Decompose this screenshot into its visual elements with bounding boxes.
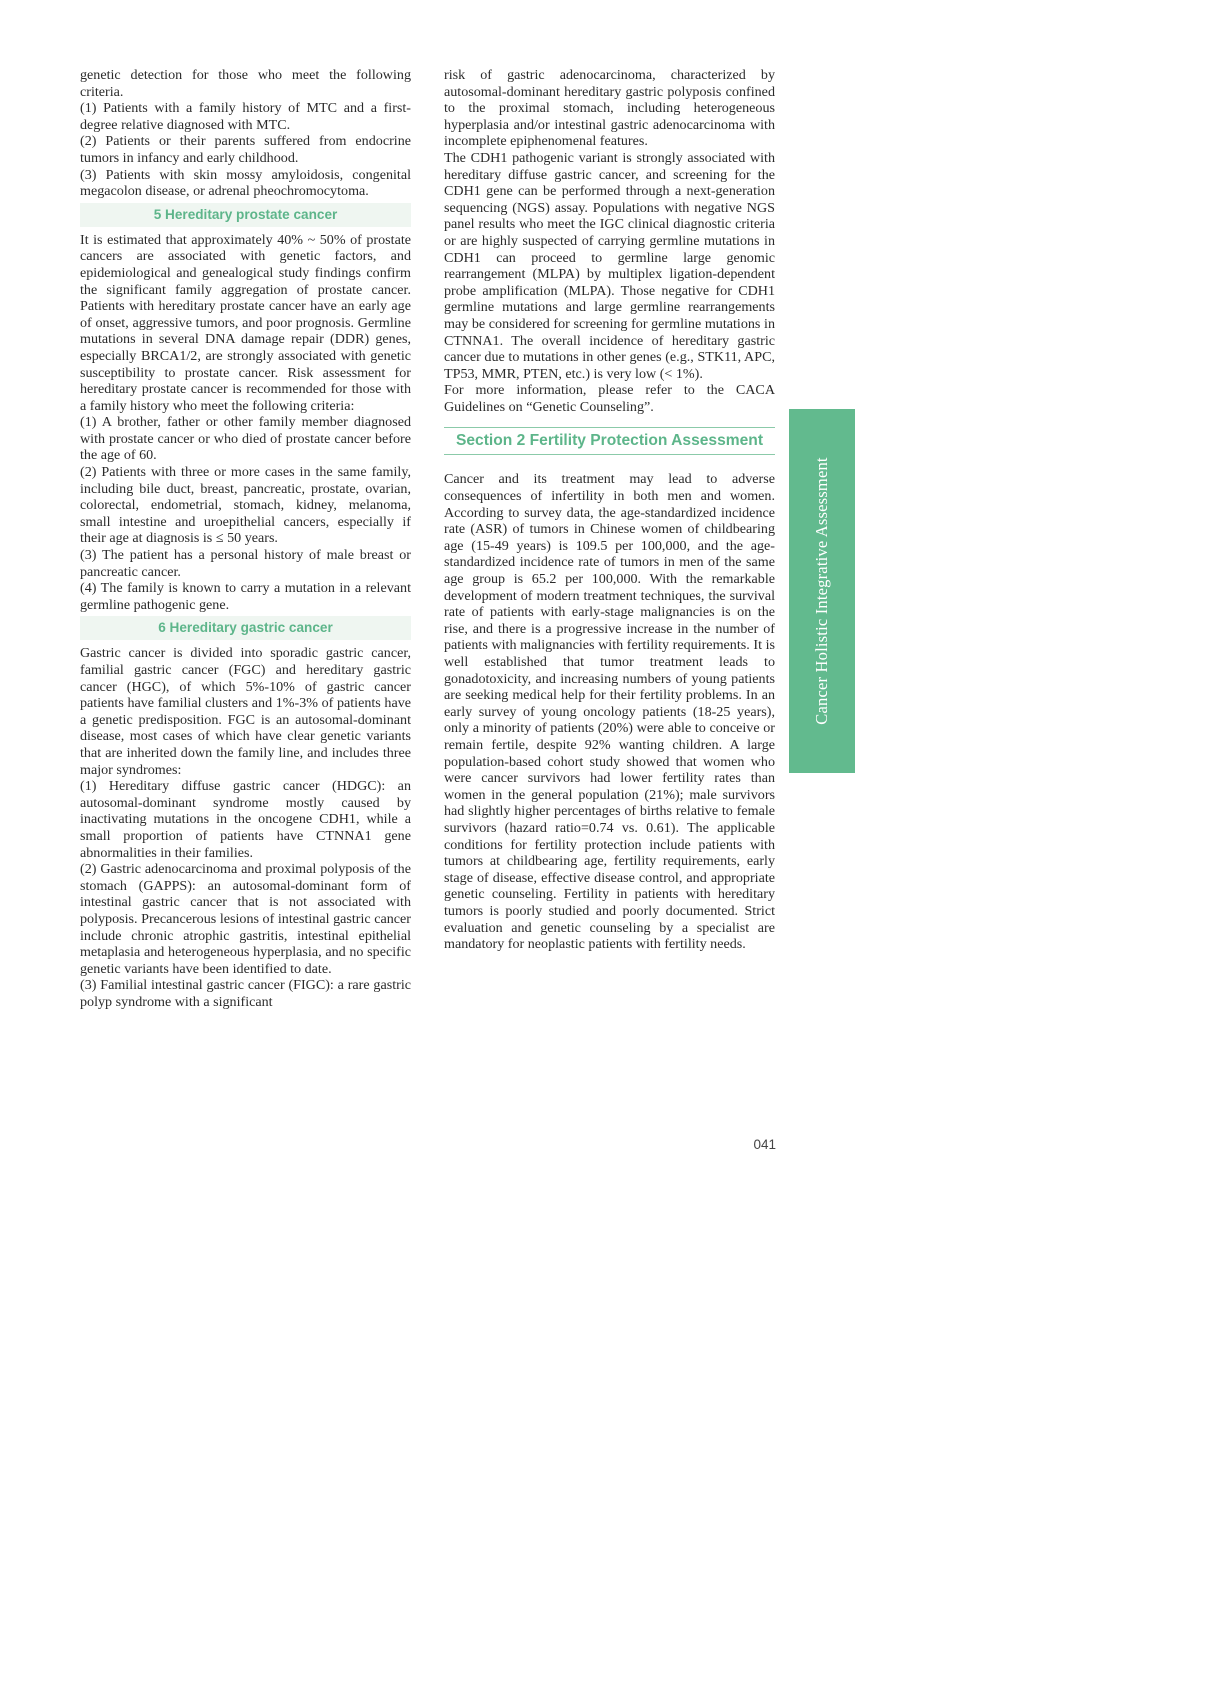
mtc-criterion-2: (2) Patients or their parents suffered from endocrine tumors in infancy and early childhood. bbox=[80, 133, 411, 166]
side-tab-label: Cancer Holistic Integrative Assessment bbox=[812, 457, 831, 725]
intro-paragraph: genetic detection for those who meet the following criteria. bbox=[80, 67, 411, 100]
gastric-syndrome-1: (1) Hereditary diffuse gastric cancer (HDGC): an autosomal-dominant syndrome mostly caused by inactivating mutations in the oncogene CDH1, while a small proportion of patients have CTNNA1 gene abnormalities in their families. bbox=[80, 778, 411, 861]
mtc-criterion-1: (1) Patients with a family history of MTC and a first-degree relative diagnosed with MTC. bbox=[80, 100, 411, 133]
figc-continued-paragraph: risk of gastric adenocarcinoma, characterized by autosomal-dominant hereditary gastric polyposis confined to the proximal stomach, including heterogeneous hyperplasia and/or intestinal gastric adenocarcinoma with incomplete epiphenomenal features. bbox=[444, 67, 775, 150]
cdh1-paragraph: The CDH1 pathogenic variant is strongly associated with hereditary diffuse gastric cancer, and screening for the CDH1 gene can be performed through a next-generation sequencing (NGS) assay. Populations with negative NGS panel results who meet the IGC clinical diagnostic criteria or are highly suspected of carrying germline mutations in CDH1 can proceed to germline large genomic rearrangement (MLPA) by multiplex ligation-dependent probe amplification (MLPA). Those negative for CDH1 germline mutations and large germline rearrangements may be considered for screening for germline mutations in CTNNA1. The overall incidence of hereditary gastric cancer due to mutations in other genes (e.g., STK11, APC, TP53, MMR, PTEN, etc.) is very low (< 1%). bbox=[444, 149, 775, 382]
gastric-paragraph: Gastric cancer is divided into sporadic gastric cancer, familial gastric cancer (FGC) and hereditary gastric cancer (HGC), of which 5%-10% of gastric cancer patients have familial clusters and 1%-3% of patients have a genetic predisposition. FGC is an autosomal-dominant disease, most cases of which have clear genetic variants that are inherited down the family line, and includes three major syndromes: bbox=[80, 645, 411, 778]
gastric-syndrome-2: (2) Gastric adenocarcinoma and proximal polyposis of the stomach (GAPPS): an autosomal-dominant form of intestinal gastric cancer that is not associated with polyposis. Precancerous lesions of intestinal gastric cancer include chronic atrophic gastritis, intestinal epithelial metaplasia and heterogeneous hyperplasia, and no specific genetic variants have been identified to date. bbox=[80, 861, 411, 977]
mtc-criterion-3: (3) Patients with skin mossy amyloidosis, congenital megacolon disease, or adrenal pheochromocytoma. bbox=[80, 166, 411, 200]
more-info-paragraph: For more information, please refer to the CACA Guidelines on “Genetic Counseling”. bbox=[444, 382, 775, 415]
prostate-criterion-3: (3) The patient has a personal history of male breast or pancreatic cancer. bbox=[80, 547, 411, 580]
side-tab bbox=[789, 409, 855, 773]
page-number: 041 bbox=[753, 1137, 776, 1152]
prostate-criterion-2: (2) Patients with three or more cases in the same family, including bile duct, breast, pancreatic, prostate, ovarian, colorectal, endometrial, stomach, kidney, melanoma, small intestine and uroepithelial cancers, especially if their age at diagnosis is ≤ 50 years. bbox=[80, 464, 411, 547]
gastric-heading: 6 Hereditary gastric cancer bbox=[80, 616, 411, 640]
fertility-paragraph: Cancer and its treatment may lead to adverse consequences of infertility in both men and women. According to survey data, the age-standardized incidence rate (ASR) of tumors in Chinese women of childbearing age (15-49 years) is 109.5 per 100,000, and the age-standardized incidence rate of tumors in men of the same age group is 65.2 per 100,000. With the remarkable development of modern treatment techniques, the survival rate of patients with early-stage malignancies is on the rise, and there is a progressive increase in the number of patients with malignancies with fertility requirements. It is well established that tumor treatment leads to gonadotoxicity, and increasing numbers of young patients are seeking medical help for their fertility problems. In an early survey of young oncology patients (18-25 years), only a minority of patients (20%) were able to conceive or remain fertile, despite 92% wanting children. A large population-based cohort study showed that women who were cancer survivors had lower fertility rates than women in the general population (21%); male survivors had slightly higher percentages of births relative to female survivors (hazard ratio=0.74 vs. 0.61). The applicable conditions for fertility protection include patients with tumors at childbearing age, fertility requirements, early stage of disease, effective disease control, and appropriate genetic counseling. Fertility in patients with hereditary tumors is poorly studied and poorly documented. Strict evaluation and genetic counseling by a specialist are mandatory for neoplastic patients with fertility needs. bbox=[444, 471, 775, 953]
prostate-paragraph: It is estimated that approximately 40% ~ 50% of prostate cancers are associated with genetic factors, and epidemiological and genealogical study findings confirm the significant family aggregation of prostate cancer. Patients with hereditary prostate cancer have an early age of onset, aggressive tumors, and poor prognosis. Germline mutations in several DNA damage repair (DDR) genes, especially BRCA1/2, are strongly associated with genetic susceptibility to prostate cancer. Risk assessment for hereditary prostate cancer is recommended for those with a family history who meet the following criteria: bbox=[80, 231, 411, 414]
prostate-heading: 5 Hereditary prostate cancer bbox=[80, 203, 411, 227]
right-column bbox=[444, 67, 775, 953]
section-title: Section 2 Fertility Protection Assessment bbox=[444, 427, 775, 455]
left-column bbox=[80, 67, 411, 1010]
gastric-syndrome-3: (3) Familial intestinal gastric cancer (FIGC): a rare gastric polyp syndrome with a significant bbox=[80, 977, 411, 1010]
prostate-criterion-4: (4) The family is known to carry a mutation in a relevant germline pathogenic gene. bbox=[80, 580, 411, 613]
prostate-criterion-1: (1) A brother, father or other family member diagnosed with prostate cancer or who died of prostate cancer before the age of 60. bbox=[80, 414, 411, 464]
